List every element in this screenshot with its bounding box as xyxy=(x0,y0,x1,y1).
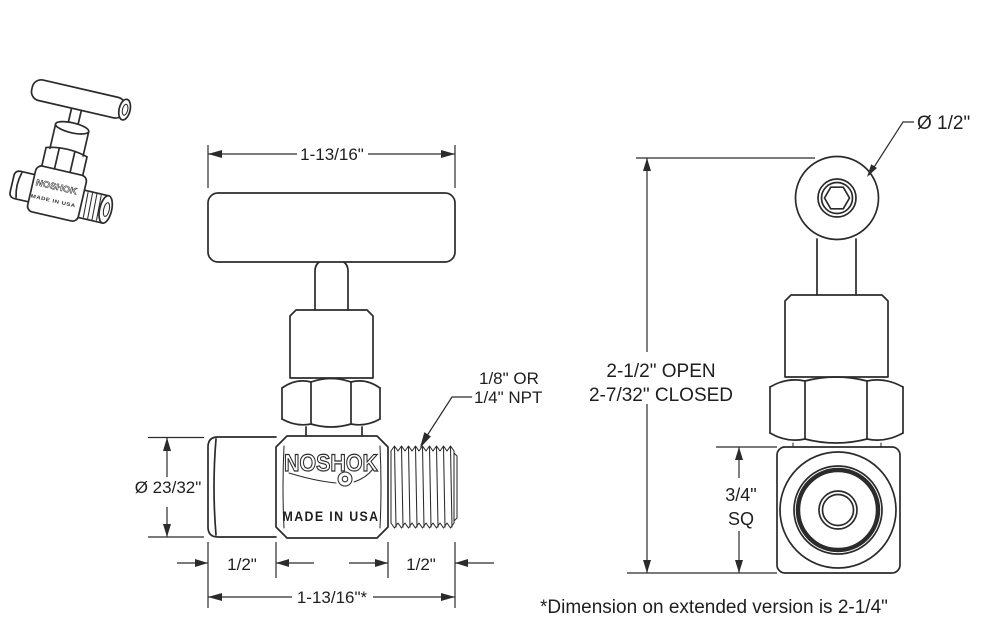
side-bonnet xyxy=(785,295,888,377)
front-threads xyxy=(391,446,457,528)
dim-inlet-length xyxy=(177,555,314,574)
iso-bonnet-top xyxy=(54,119,89,136)
front-collar xyxy=(306,427,362,436)
iso-right-port-cap xyxy=(97,194,115,224)
front-hex-nut xyxy=(282,379,380,428)
thread-callout-line2: 1/4" NPT xyxy=(474,388,543,407)
iso-handle xyxy=(30,78,127,120)
thread-callout xyxy=(420,369,542,448)
dim-handle-diameter-text: Ø 1/2" xyxy=(917,113,971,134)
front-stem xyxy=(315,259,348,310)
dim-body-square-text: 3/4" xyxy=(725,485,757,505)
isometric-view xyxy=(5,78,137,229)
dim-overall-length-text: 1-13/16"* xyxy=(296,588,368,607)
footnote-text: *Dimension on extended version is 2-1/4" xyxy=(540,597,888,618)
dim-height-open-text: 2-1/2" OPEN xyxy=(606,361,716,382)
dim-thread-length xyxy=(349,555,494,574)
dim-inlet-length-text: 1/2" xyxy=(227,555,257,574)
dim-body-diameter-text: Ø 23/32" xyxy=(134,478,202,497)
dim-height-closed-text: 2-7/32" CLOSED xyxy=(588,385,734,406)
side-hex-nut xyxy=(770,377,903,447)
side-stem xyxy=(817,239,856,295)
dim-handle-width-text: 1-13/16" xyxy=(300,145,364,164)
dim-thread-length-text: 1/2" xyxy=(406,555,436,574)
dim-body-square-suffix-text: SQ xyxy=(727,509,755,529)
dim-handle-diameter xyxy=(867,113,970,177)
front-brand-label: NOSHOK xyxy=(284,450,379,477)
front-left-port xyxy=(208,437,276,537)
dim-body-square xyxy=(716,447,777,573)
dim-overall-length xyxy=(208,588,455,607)
front-origin-label: MADE IN USA xyxy=(282,509,380,524)
front-bonnet xyxy=(290,310,373,378)
iso-brand-label: NOSHOK xyxy=(34,177,76,196)
iso-origin-label: MADE IN USA xyxy=(30,193,68,208)
dim-body-diameter xyxy=(135,438,204,538)
dim-handle-width xyxy=(208,145,455,188)
side-view xyxy=(589,113,970,573)
front-view xyxy=(135,145,543,608)
side-handle-end xyxy=(796,157,879,240)
front-t-handle xyxy=(208,193,455,262)
thread-callout-line1: 1/8" OR xyxy=(479,369,539,388)
